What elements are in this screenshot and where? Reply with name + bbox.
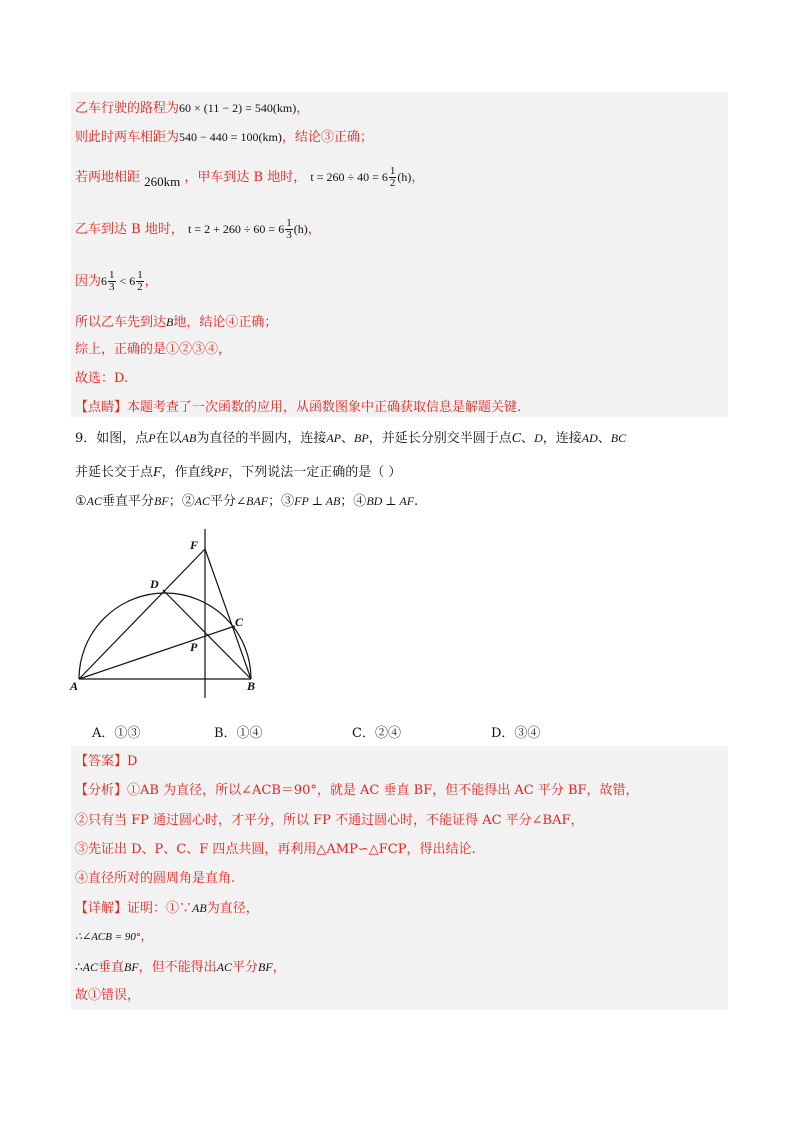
detail-line-3: ∴AC垂直BF，但不能得出AC平分BF，	[75, 960, 286, 975]
label-A: A	[70, 679, 79, 693]
question-line-1: 9．如图，点P在以AB为直径的半圆内，连接AP、BP，并延长分别交半圆于点C、D，连接AD、BC	[75, 431, 627, 446]
option-a[interactable]: A．①③	[92, 726, 141, 741]
solution-line-5: 因为6 $\frac{1}{3}$ < 6 $\frac{1}{2}$ ，	[75, 269, 158, 293]
solution-line-2: 则此时两车相距为540 − 440 = 100(km)，结论③正确；	[75, 130, 373, 145]
analysis-line-2: ②只有当 FP 通过圆心时，才平分，所以 FP 不通过圆心时，不能证得 AC 平分∠BAF，	[75, 813, 584, 828]
detail-line-4: 故①错误，	[75, 988, 141, 1003]
remark-tag: 【点睛】	[75, 400, 128, 415]
question-line-3: ①AC垂直平分BF；②AC平分∠BAF；③FP ⊥ AB；④BD ⊥ AF.	[75, 494, 419, 509]
answer-line: 【答案】D	[75, 754, 138, 769]
analysis-line-3: ③先证出 D、P、C、F 四点共圆，再利用△AMP∽△FCP，得出结论.	[75, 842, 476, 857]
label-D: D	[150, 577, 159, 591]
analysis-line-1: 【分析】①AB 为直径，所以∠ACB＝90°，就是 AC 垂直 BF，但不能得出 AC 平分 BF，故错，	[75, 783, 639, 798]
solution-line-4: 乙车到达 B 地时， t = 2 + 260 ÷ 60 = 6 $\frac{1}{3}$ (h)，	[75, 217, 321, 241]
geometry-figure	[65, 525, 275, 700]
line-bf	[205, 549, 251, 679]
remark-line: 【点睛】本题考查了一次函数的应用，从函数图象中正确获取信息是解题关键.	[75, 400, 522, 415]
label-B: B	[247, 679, 256, 693]
label-C: C	[235, 615, 244, 629]
detail-line-2: ∴∠ACB = 90°，	[75, 929, 154, 944]
solution-line-1: 乙车行驶的路程为60 × (11 − 2) = 540(km)，	[75, 101, 310, 116]
analysis-line-4: ④直径所对的圆周角是直角.	[75, 871, 236, 886]
solution-line-6: 所以乙车先到达B地，结论④正确；	[75, 315, 278, 330]
solution-line-3: 若两地相距 260km ，甲车到达 B 地时， t = 260 ÷ 40 = 6 $\frac{1}{2}$ (h)，	[75, 165, 425, 189]
option-b[interactable]: B．①④	[214, 726, 263, 741]
option-d[interactable]: D．③④	[491, 726, 541, 741]
option-c[interactable]: C．②④	[352, 726, 401, 741]
line-ac	[79, 626, 235, 679]
detail-line-1: 【详解】证明：①∵AB为直径，	[75, 901, 259, 916]
solution-line-7: 综上，正确的是①②③④，	[75, 342, 232, 357]
question-line-2: 并延长交于点F，作直线PF，下列说法一定正确的是（ ）	[75, 465, 402, 480]
label-F: F	[190, 538, 199, 552]
label-P: P	[190, 640, 198, 654]
solution-line-8: 故选：D.	[75, 371, 129, 386]
